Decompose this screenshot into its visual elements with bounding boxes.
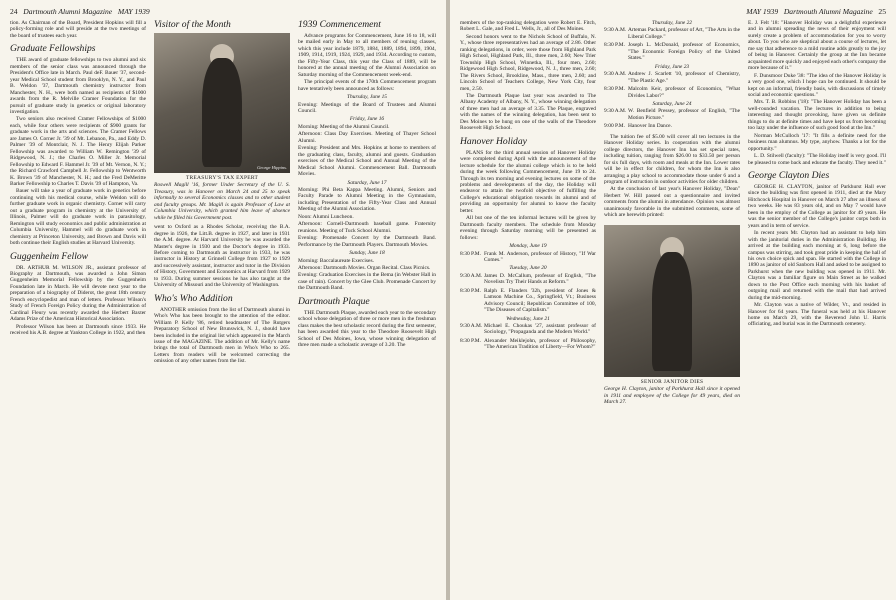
page-number: 25 xyxy=(878,7,886,16)
program-entry: Evening: Graduation Exercises in the Bema (in Webster Hall in case of rain). Concert by the Glee Club. Promenade Concert by the Dartmouth Band. xyxy=(298,272,436,292)
left-column-1 xyxy=(10,20,146,596)
section-title-fellowships: Graduate Fellowships xyxy=(10,43,96,55)
quote: F. Dunsmoor Duke '38: "The idea of the Hanover Holiday is a very good one, which I hope can be continued. It should be kept on an informal, friendly basis, with discussions of timely social and economic questions." xyxy=(748,72,886,98)
photo-caption xyxy=(604,379,740,406)
lecture-entry xyxy=(604,108,740,121)
paragraph: tion. As Chairman of the Board, President Hopkins will fill a policy-forming role and will preside at the two meetings of the board of trustees each year. xyxy=(10,20,146,39)
lecture-desc: Andrew J. Scarlett '10, professor of Chemistry, "The Plastic Age." xyxy=(628,71,740,84)
lecture-time: 8:30 P.M. xyxy=(604,42,625,49)
lecture-time: 9:00 P.M. xyxy=(604,123,625,130)
paragraph: members of the top-ranking delegation were Robert E. Fitch, Robert L. Gale, and Fred L. Wells, Jr., all of Des Moines. xyxy=(460,20,596,33)
lecture-entry xyxy=(460,273,596,286)
lecture-entry xyxy=(460,338,596,351)
lecture-time: 9:30 A.M. xyxy=(604,71,627,78)
left-page-header xyxy=(10,7,150,16)
magill-photo xyxy=(154,33,290,173)
lecture-desc: W. Benfield Pressey, professor of English, "The Motion Picture." xyxy=(628,108,740,121)
quote: Norman McCulloch '17: "It fills a definite need for the business man alumnus. My type, anyhow. Thanks a lot for the opportunity." xyxy=(748,132,886,152)
paragraph: The tuition fee of $5.00 will cover all ten lectures in the Hanover Holiday series. In cooperation with the alumni college directors, the Hanover Inn has set special rates, including tuition, ranging from $26.00 to $33.50 per person for six full days, with room and meals at the Inn. Lower rates will be in effect for children, for whom the Inn is also arranging a play school to accommodate those under 6 and a program of instruction in outdoor activities for older children. xyxy=(604,133,740,185)
section-title-guggenheim: Guggenheim Fellow xyxy=(10,250,89,262)
section-title-whos-who: Who's Who Addition xyxy=(154,292,233,304)
lecture-entry xyxy=(604,42,740,61)
lecture-desc: Malcolm Keir, professor of Economics, "What Divides Labor?" xyxy=(628,86,740,99)
quote: E. J. Felt '18: "Hanover Holiday was a delightful experience and in alumni spreading the news of their enjoyment will surely create a problem of accommodation for you to worry about. To you who are skeptical about a course of lectures, let me say that adherence to a mild routine adds greatly to the joy of being in Hanover. Certainly the group at the Inn became acquainted more quickly and enjoyed each other's company the more because of it." xyxy=(748,20,886,72)
day-heading: Thursday, June 15 xyxy=(346,94,388,101)
day-heading: Saturday, June 17 xyxy=(347,179,387,186)
right-column-2 xyxy=(604,20,740,596)
issue-date: MAY 1939 xyxy=(117,7,150,16)
day-heading: Tuesday, June 20 xyxy=(509,265,547,272)
paragraph: GEORGE H. CLAYTON, janitor of Parkhurst Hall ever since the building was first opened in 1911, died at the Mary Hitchcock Hospital in Hanover on March 27 after an illness of two weeks. He was 83 years old, and on May 7 would have been in the employ of the College as janitor for 49 years. He was the senior member of the College's janitor corps both in years and in term of service. xyxy=(748,183,886,229)
right-page-header xyxy=(746,7,886,16)
lecture-time: 9:30 A.M. xyxy=(460,323,483,330)
paragraph: At the conclusion of last year's Hanover Holiday, "Dean" Herbert W. Hill passed out a questionnaire and invited comments from the alumni in attendance. Opinion was almost unanimously favorable in the submitted comments, some of which are herewith printed: xyxy=(604,186,740,219)
day-heading: Thursday, June 22 xyxy=(651,20,693,26)
right-page xyxy=(450,0,896,600)
lecture-entry xyxy=(604,123,740,129)
paragraph: In recent years Mr. Clayton had an assistant to help him with the janitorial duties in the Administration Building. He arrived at the building each morning at 6, long before the campus was stirring, and took great pride in keeping the hall of his own choice spick and span. He started with the College in 1890 as janitor of old Sanborn Hall and asked to be assigned to Parkhurst when the new building was opened in 1911. Mr. Clayton was a familiar figure on Main Street as he walked down to the Post Office each morning with his basket of outgoing mail and returned with the mail that had arrived during the mid-morning. xyxy=(748,230,886,301)
lecture-desc: Hanover Inn Dance. xyxy=(628,123,672,130)
lecture-entry xyxy=(460,288,596,314)
paragraph: PLANS for the third annual session of Hanover Holiday were completed during April with the announcement of the lecture schedule for the alumni college which is to be held during the week following Commencement, June 19 to 24. Through its ten morning and evening lectures on some of the problems and developments of the day, the Holiday will endeavor to attain the twofold objective of fulfilling the College's educational obligation towards its alumni and of providing an opportunity for alumni to know the faculty better. xyxy=(460,149,596,214)
caption-title: TREASURY'S TAX EXPERT xyxy=(185,175,259,181)
quote: L. D. Stilwell (faculty): "The Holiday itself is very good. I'll be pleased to come back and educate the faculty. They need it." xyxy=(748,153,886,166)
day-heading: Friday, June 16 xyxy=(349,116,385,123)
caption-title: SENIOR JANITOR DIES xyxy=(640,378,704,385)
day-heading: Friday, June 23 xyxy=(654,63,690,70)
paragraph: DR. ARTHUR M. WILSON JR., assistant professor of Biography at Dartmouth, was awarded a John Simon Guggenheim Memorial Fellowship by the Guggenheim Foundation late in March. He will devote next year to the preparation of a biography of Diderot, the great 18th century French encyclopedist and man of letters. Professor Wilson's Study of French Foreign Policy during the Administration of Cardinal Fleury was recently awarded the Herbert Baxter Adams Prize of the American Historical Association. xyxy=(10,264,146,323)
program-entry: Evening: Meetings of the Board of Trustees and Alumni Council. xyxy=(298,101,436,114)
left-column-2 xyxy=(154,20,290,596)
right-column-1 xyxy=(460,20,596,596)
magazine-title: Dartmouth Alumni Magazine xyxy=(783,7,873,16)
photo-caption xyxy=(154,175,290,221)
paragraph: Second honors went to the Nichols School of Buffalo, N. Y., whose three representatives had an average of 2.86. Other ranking delegations, in order, were those from Highland Park High School, Highland Park, Ill., three men, 2.60; New Trier Township High School, Winnetka, Ill., four men, 2.60; Ridgewood High School, Ridgewood, N. J., three men, 2.60; The Rivers School, Brookline, Mass., three men, 2.60; and Lincoln School of Teachers College, New York City, four men, 2.50. xyxy=(460,33,596,92)
paragraph: Two seniors also received Cramer Fellowships of $1000 each, while four others were recipients of $900 grants for graduate work in the arts and sciences. The Cramer Fellows are James O. Corner Jr. '39 of Mt. Lebanon, Pa., and Eddy D. Palmer '39 of Montclair, N. J. The Henry Elijah Parker Fellowship was awarded to William W. Remington '39 of Ridgewood, N. J.; the Charles O. Miller Jr. Memorial Fellowship to Edward F. Hammel Jr. '39 of Mt. Vernon, N. Y.; the Richard Crawford Campbell Jr. Fellowship to Wentworth K. Brown '39 of Manchester, N. H.; and the Fred DeMeritte Barker Fellowship to Charles T. Davis '39 of Hampton, Va. xyxy=(10,116,146,187)
paragraph: The Dartmouth Plaque last year was awarded to The Albany Academy of Albany, N. Y., whose winning delegation of three men had an average of 3.35. The Plaque, engraved with the names of the winning delegation, has been sent to Des Moines to be hung on one of the walls of the Theodore Roosevelt High School. xyxy=(460,92,596,132)
issue-date: MAY 1939 xyxy=(746,7,779,16)
program-entry: Morning: Baccalaureate Exercises. xyxy=(298,257,374,264)
clayton-photo xyxy=(604,225,740,377)
paragraph: THE Dartmouth Plaque, awarded each year to the secondary school whose delegation of three or more men in the freshman class makes the best scholastic record during the first semester, has been awarded this year to the Theodore Roosevelt High School of Des Moines, Iowa, whose winning delegation of three men made a scholastic average of 3.20. The xyxy=(298,309,436,349)
section-title-hanover-holiday: Hanover Holiday xyxy=(460,135,527,147)
day-heading: Wednesday, June 21 xyxy=(506,315,550,322)
section-title-commencement: 1939 Commencement xyxy=(298,20,381,30)
lecture-time: 8:30 P.M. xyxy=(460,287,481,294)
lecture-desc: Frank M. Anderson, professor of History, "If War Comes." xyxy=(484,250,596,263)
lecture-desc: Michael E. Choukas '27, assistant professor of Sociology, "Propaganda and the Modern World." xyxy=(484,323,596,336)
day-heading: Saturday, June 24 xyxy=(652,100,692,107)
quote: Mrs. T. B. Robbins ('18): "The Hanover Holiday has been a well-rounded vacation. The lectures in addition to being interesting and thought provoking, have given us definite things to do at definite times and have kept us from becoming too lazy under the influence of such good food at the Inn." xyxy=(748,99,886,132)
page-number: 24 xyxy=(10,7,18,16)
lecture-entry xyxy=(604,27,740,40)
lecture-time: 9:30 A.M. xyxy=(460,272,483,279)
lecture-desc: Artemas Packard, professor of Art, "The Arts in the Liberal College." xyxy=(628,27,740,40)
lecture-desc: Ralph E. Flanders '32h, president of Jones & Lamson Machine Co., Springfield, Vt.; Business Advisory Council; Republican Committee of 100, "The Diseases of Capitalism." xyxy=(484,287,596,314)
paragraph: All but one of the ten informal lectures will be given by Dartmouth faculty members. The schedule from Monday evening through Saturday morning will be presented as follows: xyxy=(460,215,596,241)
day-heading: Monday, June 19 xyxy=(509,243,547,250)
lecture-entry xyxy=(604,71,740,84)
lecture-desc: Alexander Meiklejohn, professor of Philosophy, "The American Tradition of Liberty—For Whom?" xyxy=(484,337,596,351)
photo-credit: George Hippins. xyxy=(257,164,287,170)
program-entry: Afternoon: Dartmouth Movies. Organ Recital. Class Picnics. xyxy=(298,264,431,271)
paragraph: went to Oxford as a Rhodes Scholar, receiving the B.A. degree in 1926, the Litt.B. degree in 1927, and later in 1931 the A.M. degree. At Harvard University he was awarded the Master's degree in 1930 and the Doctor's degree in 1933. Before coming to Dartmouth as instructor in 1933, he was instructor in History at Grinnell College from 1927 to 1929 and successively assistant, instructor and tutor in the Division of History, Government and Economics at Harvard from 1929 to 1933. During summer sessions he has also taught at the University of Missouri and the University of Washington. xyxy=(154,224,290,289)
paragraph: The principal events of the 170th Commencement program have tentatively been announced as follows: xyxy=(298,79,436,92)
magazine-title: Dartmouth Alumni Magazine xyxy=(23,7,113,16)
lecture-entry xyxy=(460,251,596,264)
lecture-time: 8:30 P.M. xyxy=(604,86,625,93)
paragraph: Advance programs for Commencement, June 16 to 18, will be mailed early in May to all members of reuning classes, which this year include 1879, 1884, 1889, 1894, 1899, 1904, 1909, 1914, 1919, 1924, 1929, and 1934. According to custom, the Fifty-Year Class, this year the Class of 1889, will be honored at the annual meeting of the Alumni Association on Saturday morning of the Commencement week-end. xyxy=(298,33,436,78)
lecture-entry xyxy=(604,86,740,99)
paragraph: ANOTHER omission from the list of Dartmouth alumni in Who's Who has been brought to the attention of the editor. William P. Kelly '86, retired headmaster of The Rutgers Preparatory School of New Brunswick, N. J., should have been included in the original list which appeared in the March issue of the MAGAZINE. The addition of Mr. Kelly's name brings the total of Dartmouth men in Who's Who to 265. Letters from readers will be welcomed correcting the omission of any other names from the list. xyxy=(154,306,290,365)
section-title-plaque: Dartmouth Plaque xyxy=(298,295,370,307)
program-entry: Afternoon: Class Day Exercises. Meeting of Thayer School Alumni. xyxy=(298,131,436,144)
lecture-time: 8:30 P.M. xyxy=(460,337,481,344)
paragraph: Professor Wilson has been at Dartmouth since 1933. He received his A.B. degree at Yankton College in 1922, and then xyxy=(10,323,146,337)
left-page xyxy=(0,0,446,600)
portrait-figure xyxy=(202,58,243,167)
program-entry: Evening: President and Mrs. Hopkins at home to members of the graduating class, faculty, alumni and guests. Graduation exercises of the Medical School and Annual Meeting of the Medical School Alumni. Commencement Ball. Dartmouth Movies. xyxy=(298,145,436,178)
program-entry: Morning: Meeting of the Alumni Council. xyxy=(298,123,390,130)
lecture-desc: Joseph L. McDonald, professor of Economics, "The Economic Foreign Policy of the United States." xyxy=(628,42,740,62)
portrait-figure xyxy=(652,252,693,371)
program-entry: Afternoon: Cornell-Dartmouth baseball game. Fraternity reunions. Meeting of Tuck School Alumni. xyxy=(298,221,436,234)
paragraph: Bauer will take a year of graduate work in genetics before continuing with his medical course, while Weldon will do further graduate work in organic chemistry. Corner will carry out a graduate program in chemistry at the University of Illinois, Palmer will do graduate work in parasitology, Remington will study economics and public administration at Columbia University, Hammel will do graduate work in chemistry at Princeton University, and Brown and Davis will both continue their English studies at Harvard University. xyxy=(10,188,146,247)
program-entry: Evening: Promenade Concert by the Dartmouth Band. Performance by the Dartmouth Players. Dartmouth Movies. xyxy=(298,235,436,248)
program-entry: Morning: Phi Beta Kappa Meeting. Alumni, Seniors and Faculty Parade to Alumni Meeting in the Gymnasium, including Presentation of the Fifty-Year Class and Annual Meeting of the Alumni Association. xyxy=(298,186,436,213)
lecture-time: 9:30 A.M. xyxy=(604,108,627,115)
caption-text: George H. Clayton, janitor of Parkhurst Hall since it opened in 1911 and employee of the College for 49 years, died on March 27. xyxy=(604,386,740,406)
left-column-3 xyxy=(298,20,436,596)
right-column-3 xyxy=(748,20,886,596)
paragraph: THE award of graduate fellowships to two alumni and six members of the senior class was announced through the President's Office late in March. Paul deF. Bauer '37, second-year Medical School student from Brooklyn, N. Y., and Paul B. Weldon '37, Dartmouth chemistry instructor from Manchester, N. H., were both named as recipients of $1000 awards from the R. Melville Cramer Foundation for the pursuit of graduate study in genetics or original laboratory investigation. xyxy=(10,57,146,115)
caption-text: Roswell Magill '16, former Under Secretary of the U. S. Treasury, was in Hanover on March 24 and 25 to speak informally to several Economics classes and to other student and faculty groups. Mr. Magill is again Professor of Law at Columbia University, which granted him leave of absence while he filled his Government post. xyxy=(154,182,290,221)
section-title-clayton: George Clayton Dies xyxy=(748,169,830,181)
lecture-time: 9:30 A.M. xyxy=(604,27,627,34)
paragraph: Mr. Clayton was a native of Wilder, Vt., and resided in Hanover for 64 years. The funeral was held at his Hanover home on March 29, with the Reverend John U. Harris officiating, and burial was in the Dartmouth cemetery. xyxy=(748,302,886,328)
lecture-desc: James D. McCallum, professor of English, "The Novelists Try Their Hands at Reform." xyxy=(484,272,596,286)
program-entry: Noon: Alumni Luncheon. xyxy=(298,213,354,220)
section-title-visitor: Visitor of the Month xyxy=(154,20,231,30)
day-heading: Sunday, June 18 xyxy=(349,250,385,257)
lecture-time: 8:30 P.M. xyxy=(460,250,481,257)
lecture-entry xyxy=(460,323,596,336)
